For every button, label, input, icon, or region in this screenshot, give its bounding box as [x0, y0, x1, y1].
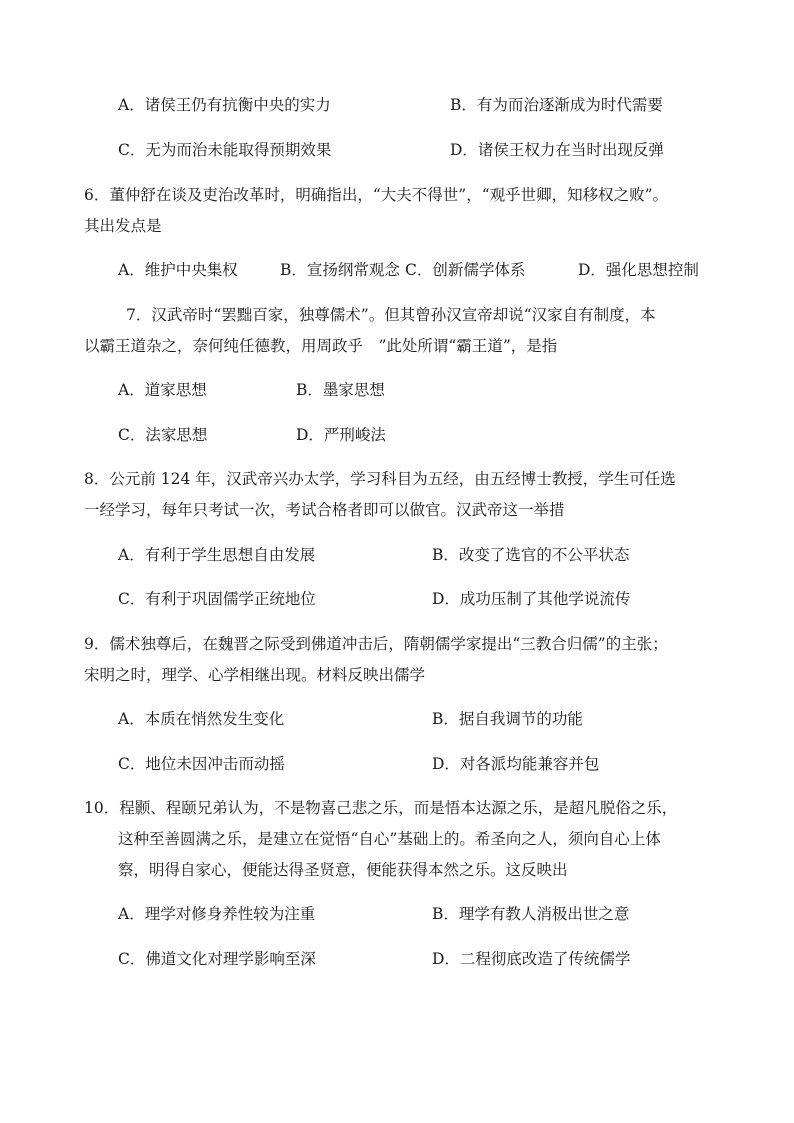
q6-option-d: D．强化思想控制: [578, 261, 699, 279]
q7-option-c: C．法家思想: [118, 426, 208, 444]
q10-stem-line-1: 10．程颢、程颐兄弟认为，不是物喜己悲之乐，而是悟本达源之乐，是超凡脱俗之乐，: [84, 799, 678, 817]
q6-option-c: C．创新儒学体系: [405, 261, 526, 279]
q7-option-d: D．严刑峻法: [296, 426, 386, 444]
q6-stem-line-2: 其出发点是: [84, 217, 162, 235]
q5-option-b: B．有为而治逐渐成为时代需要: [450, 96, 663, 114]
q9-option-c: C．地位未因冲击而动摇: [118, 755, 285, 773]
q9-option-a: A．本质在悄然发生变化: [118, 710, 285, 728]
q8-option-d: D．成功压制了其他学说流传: [432, 590, 631, 608]
q10-option-b: B．理学有教人消极出世之意: [432, 905, 630, 923]
q7-option-b: B．墨家思想: [296, 381, 385, 399]
q10-stem-line-2: 这种至善圆满之乐，是建立在觉悟“自心”基础上的。希圣向之人，须向自心上体: [118, 830, 661, 848]
q6-option-a: A．维护中央集权: [118, 261, 238, 279]
q10-stem-line-3: 察，明得自家心，便能达得圣贤意，便能获得本然之乐。这反映出: [118, 861, 568, 879]
q9-stem-line-1: 9．儒术独尊后，在魏晋之际受到佛道冲击后，隋朝儒学家提出“三教合归儒”的主张；: [84, 635, 668, 653]
q6-stem-line-1: 6．董仲舒在谈及吏治改革时，明确指出，“大夫不得世”，“观乎世卿，知移权之败”。: [84, 186, 669, 204]
q8-stem-line-1: 8．公元前 124 年，汉武帝兴办太学，学习科目为五经，由五经博士教授，学生可任选: [84, 470, 676, 488]
q8-option-a: A．有利于学生思想自由发展: [118, 546, 316, 564]
q7-stem-line-1: 7．汉武帝时“罢黜百家，独尊儒术”。但其曾孙汉宣帝却说“汉家自有制度，本: [126, 306, 656, 324]
q5-option-d: D．诸侯王权力在当时出现反弹: [450, 141, 664, 159]
q9-option-d: D．对各派均能兼容并包: [432, 755, 600, 773]
q8-option-c: C．有利于巩固儒学正统地位: [118, 590, 316, 608]
q5-option-c: C．无为而治未能取得预期效果: [118, 141, 332, 159]
q10-option-c: C．佛道文化对理学影响至深: [118, 950, 316, 968]
q7-option-a: A．道家思想: [118, 381, 207, 399]
q6-option-b: B．宣扬纲常观念: [280, 261, 400, 279]
q5-option-a: A．诸侯王仍有抗衡中央的实力: [118, 96, 331, 114]
q9-option-b: B．据自我调节的功能: [432, 710, 583, 728]
q9-stem-line-2: 宋明之时，理学、心学相继出现。材料反映出儒学: [84, 666, 426, 684]
q8-option-b: B．改变了选官的不公平状态: [432, 546, 630, 564]
q8-stem-line-2: 一经学习，每年只考试一次，考试合格者即可以做官。汉武帝这一举措: [84, 501, 565, 519]
q7-stem-line-2: 以霸王道杂之，奈何纯任德教，用周政乎 ”此处所谓“霸王道”，是指: [84, 337, 558, 355]
q10-option-d: D．二程彻底改造了传统儒学: [432, 950, 631, 968]
q10-option-a: A．理学对修身养性较为注重: [118, 905, 316, 923]
